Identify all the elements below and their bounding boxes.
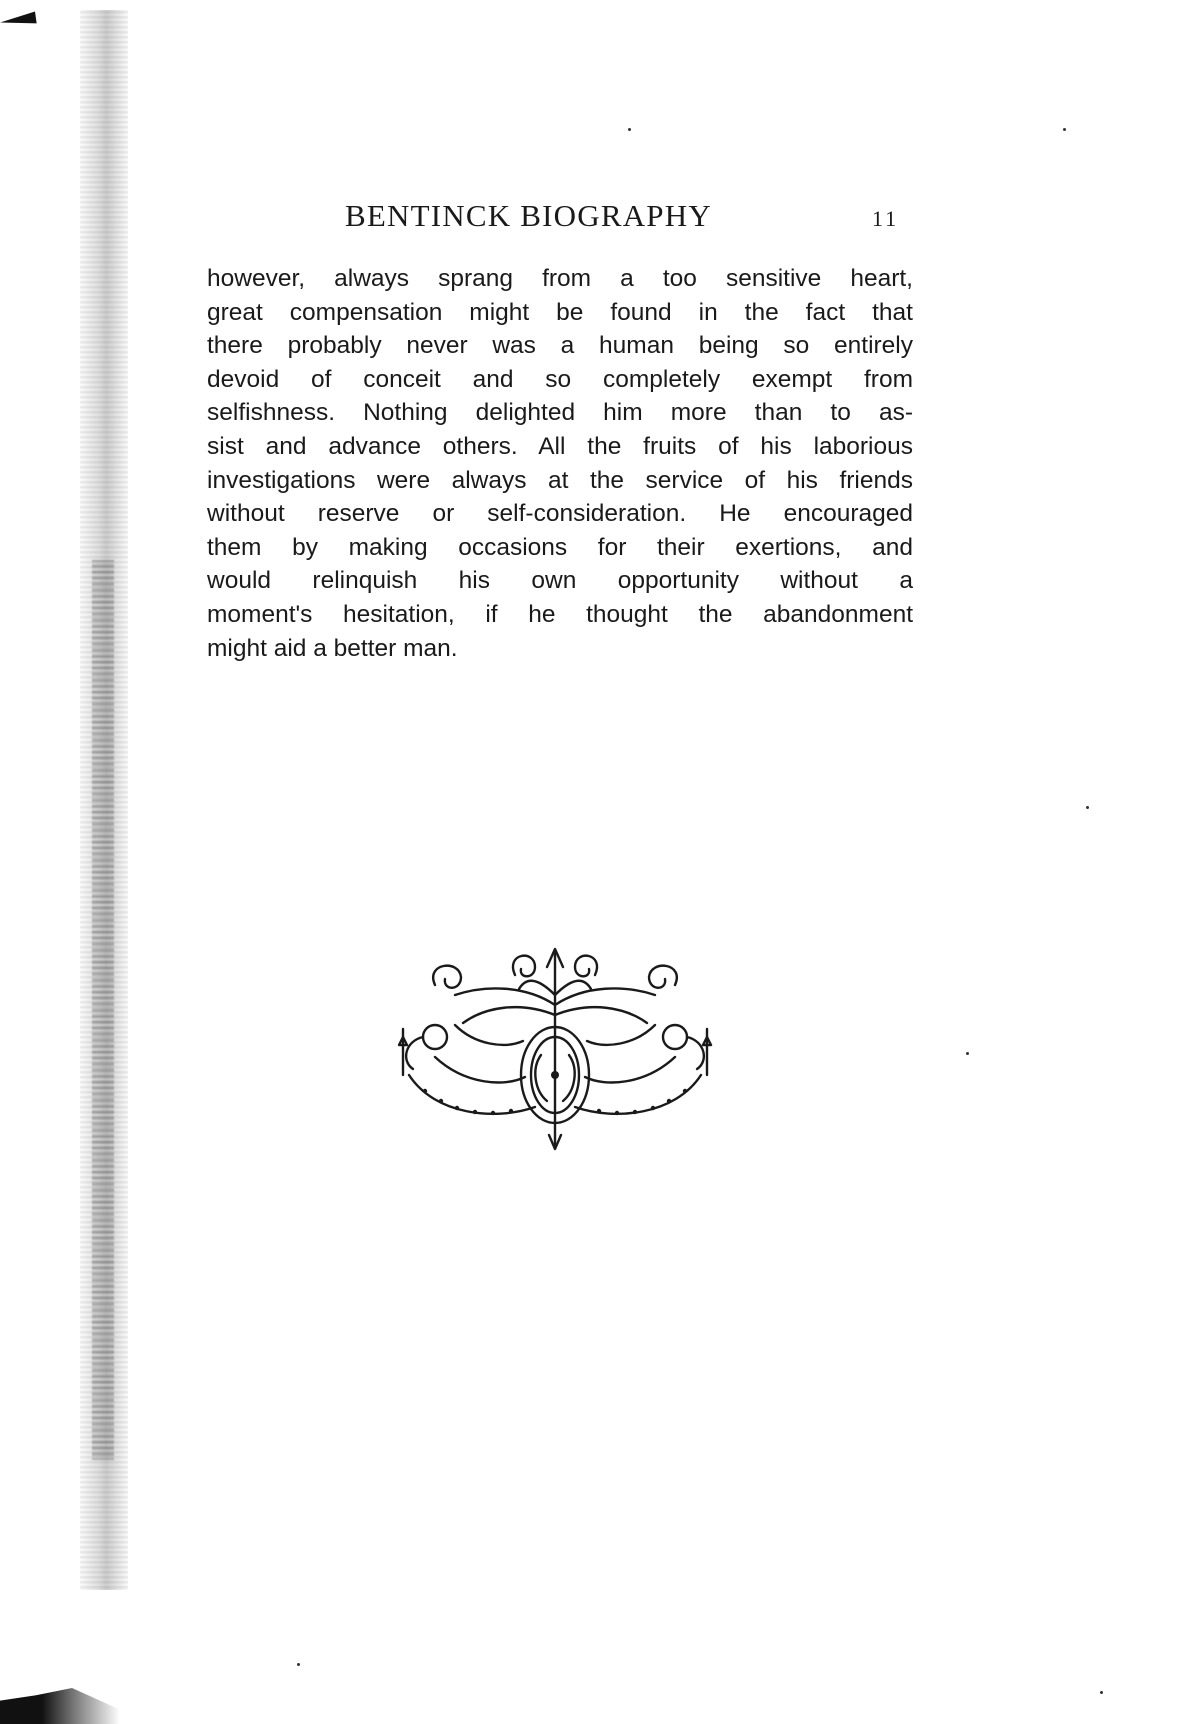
- text-line: investigations were always at the service of his friends: [207, 466, 913, 494]
- scan-speck: [966, 1052, 969, 1055]
- text-line: moment's hesitation, if he thought the abandonment: [207, 600, 913, 628]
- text-line: there probably never was a human being so entirely: [207, 332, 913, 360]
- scan-corner-mark-bottom: [0, 1688, 120, 1724]
- running-head: [200, 198, 920, 238]
- scan-speck: [1063, 128, 1066, 131]
- running-title: BENTINCK BIOGRAPHY: [345, 198, 712, 233]
- floral-tailpiece-ornament-icon: [395, 945, 715, 1155]
- text-line: without reserve or self-consideration. He encouraged: [207, 500, 913, 528]
- page-number: 11: [872, 206, 900, 231]
- text-line: them by making occasions for their exertions, and: [207, 533, 913, 561]
- text-line: however, always sprang from a too sensitive heart,: [207, 265, 913, 292]
- scan-speck: [628, 128, 631, 131]
- scan-speck: [297, 1663, 300, 1666]
- scan-speck: [1100, 1691, 1103, 1694]
- body-paragraph: [207, 262, 913, 665]
- text-line: would relinquish his own opportunity without a: [207, 567, 913, 595]
- text-line: sist and advance others. All the fruits of his laborious: [207, 432, 913, 460]
- text-line: great compensation might be found in the fact that: [207, 298, 913, 326]
- text-line: might aid a better man.: [207, 634, 458, 662]
- text-line: selfishness. Nothing delighted him more than to as-: [207, 399, 913, 427]
- text-line: devoid of conceit and so completely exempt from: [207, 365, 913, 393]
- scan-speck: [1086, 806, 1089, 809]
- scan-corner-mark-top: [0, 12, 37, 29]
- binding-gutter-dark: [92, 560, 114, 1460]
